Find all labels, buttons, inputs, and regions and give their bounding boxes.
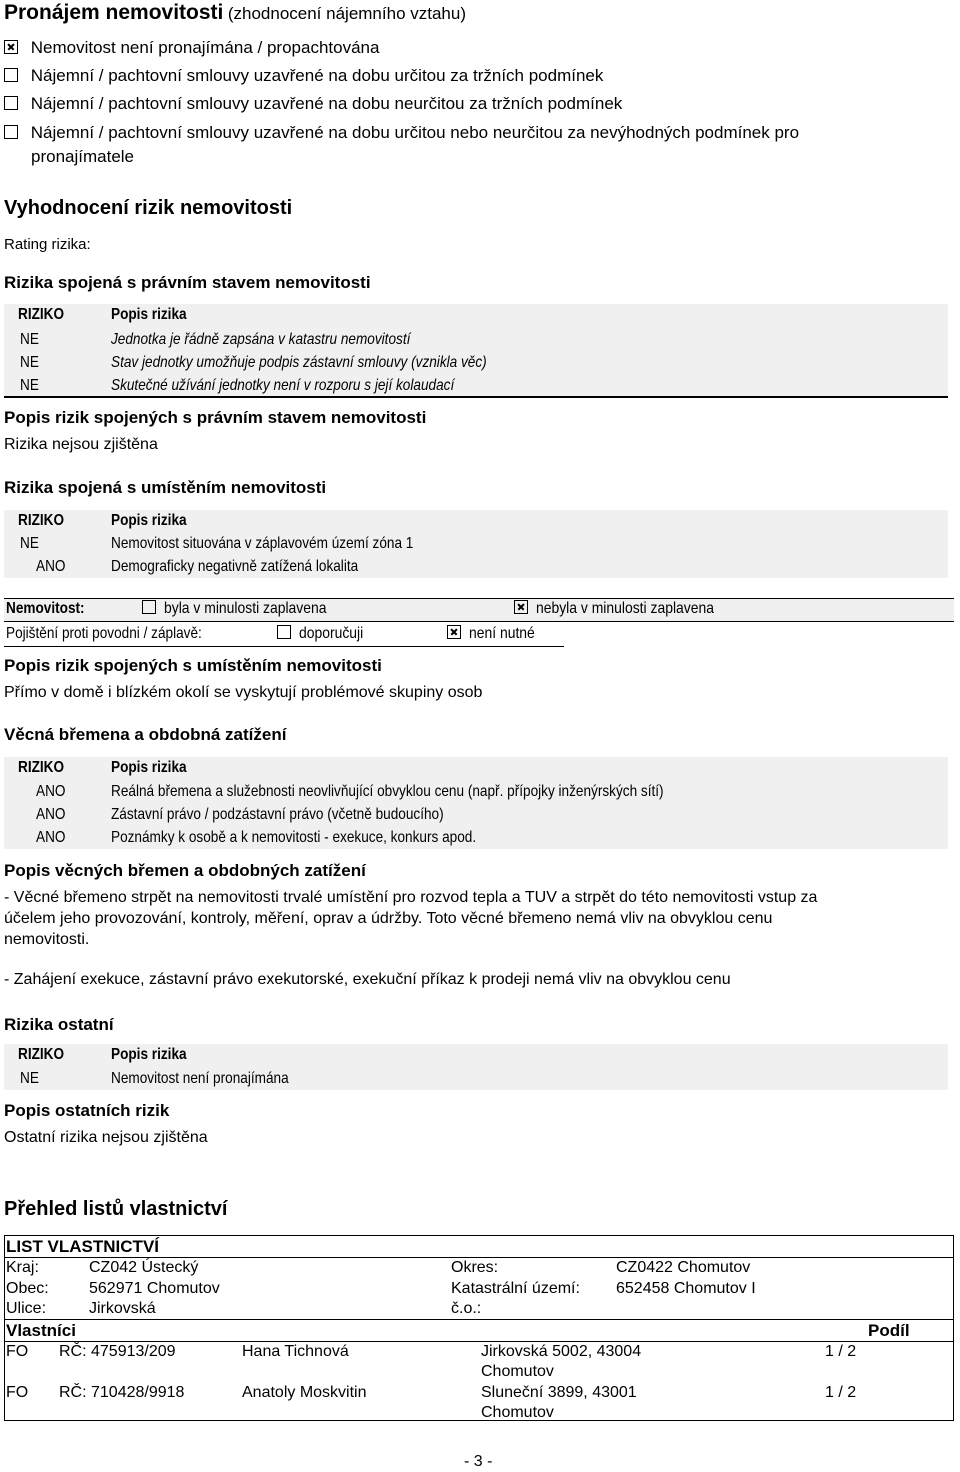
owner-address: Chomutov (481, 1404, 554, 1421)
flood-option-label: nebyla v minulosti zaplavena (536, 600, 715, 617)
rental-option[interactable] (4, 94, 622, 114)
insurance-option-label: doporučuji (299, 625, 364, 642)
risk-value: ANO (36, 806, 66, 823)
divider (4, 1341, 954, 1342)
risk-description: Skutečné užívání jednotky není v rozporu s její kolaudací (111, 377, 455, 394)
risk-value: NE (20, 1070, 39, 1087)
lv-box-title: LIST VLASTNICTVÍ (6, 1237, 159, 1256)
page-number: - 3 - (464, 1453, 493, 1470)
rating-label: Rating rizika: (4, 236, 91, 253)
rental-option-label: Nájemní / pachtovní smlouvy uzavřené na dobu určitou nebo neurčitou za nevýhodných podmínek pro (30, 123, 800, 142)
risk-value: NE (20, 354, 39, 371)
kraj-value: CZ042 Ústecký (89, 1259, 199, 1276)
owner-name: Hana Tichnová (242, 1343, 349, 1360)
okres-label: Okres: (451, 1259, 499, 1276)
rental-option[interactable] (4, 38, 379, 58)
share-label: Podíl (868, 1321, 910, 1340)
divider (4, 621, 954, 622)
owner-address: Jirkovská 5002, 43004 (481, 1343, 642, 1360)
risk-value: ANO (36, 829, 66, 846)
insurance-label: Pojištění proti povodni / záplavě: (6, 625, 202, 642)
risk-value: NE (20, 331, 39, 348)
divider (4, 1319, 954, 1320)
owner-share: 1 / 2 (825, 1384, 857, 1401)
other-heading: Rizika ostatní (4, 1015, 114, 1034)
other-desc-heading: Popis ostatních rizik (4, 1101, 170, 1120)
burdens-desc-heading: Popis věcných břemen a obdobných zatížení (4, 861, 366, 880)
checked-checkbox-icon[interactable] (4, 40, 18, 54)
evaluation-heading: Vyhodnocení rizik nemovitosti (4, 197, 293, 219)
flood-option-yes[interactable] (142, 600, 351, 618)
risk-description: Nemovitost situována v záplavovém území zóna 1 (111, 535, 414, 552)
risk-value: ANO (36, 783, 66, 800)
description-column-header: Popis rizika (111, 1046, 187, 1063)
obec-label: Obec: (6, 1280, 49, 1297)
owners-label: Vlastníci (6, 1321, 76, 1340)
risk-description: Stav jednotky umožňuje podpis zástavní smlouvy (vznikla věc) (111, 354, 487, 371)
description-column-header: Popis rizika (111, 759, 187, 776)
checked-checkbox-icon[interactable] (514, 600, 528, 614)
risk-value: NE (20, 377, 39, 394)
checkbox-icon[interactable] (277, 625, 291, 639)
legal-desc-text: Rizika nejsou zjištěna (4, 436, 158, 453)
insurance-option-label: není nutné (469, 625, 536, 642)
legal-heading: Rizika spojená s právním stavem nemovitosti (4, 273, 371, 292)
kraj-label: Kraj: (6, 1259, 39, 1276)
okres-value: CZ0422 Chomutov (616, 1259, 751, 1276)
owner-address: Sluneční 3899, 43001 (481, 1384, 637, 1401)
ulice-value: Jirkovská (89, 1300, 156, 1317)
burdens-heading: Věcná břemena a obdobná zatížení (4, 725, 287, 744)
checked-checkbox-icon[interactable] (447, 625, 461, 639)
owner-address: Chomutov (481, 1363, 554, 1380)
flood-option-no[interactable] (514, 600, 741, 618)
other-desc-text: Ostatní rizika nejsou zjištěna (4, 1129, 208, 1146)
rental-option-label-cont: pronajímatele (31, 147, 135, 166)
ulice-label: Ulice: (6, 1300, 47, 1317)
risk-description: Nemovitost není pronajímána (111, 1070, 289, 1087)
risk-value: ANO (36, 558, 66, 575)
description-column-header: Popis rizika (111, 512, 187, 529)
checkbox-icon[interactable] (142, 600, 156, 614)
insurance-option-recommend[interactable] (277, 625, 373, 643)
rental-option-label: Nájemní / pachtovní smlouvy uzavřené na dobu neurčitou za tržních podmínek (30, 94, 623, 113)
risk-description: Zástavní právo / podzástavní právo (včetně budoucího) (111, 806, 444, 823)
rental-option-label: Nemovitost není pronajímána / propachtována (30, 38, 380, 57)
burdens-desc-line: - Zahájení exekuce, zástavní právo exekutorské, exekuční příkaz k prodeji nemá vliv na obvyklou cenu (4, 971, 731, 988)
ku-label: Katastrální území: (451, 1280, 580, 1297)
obec-value: 562971 Chomutov (89, 1280, 220, 1297)
burdens-desc-line: účelem jeho provozování, kontroly, měření, oprav a údržby. Toto věcné břemeno nemá vliv na obvyklou cenu (4, 910, 773, 927)
legal-desc-heading: Popis rizik spojených s právním stavem nemovitosti (4, 408, 427, 427)
ku-value: 652458 Chomutov I (616, 1280, 756, 1297)
risk-description: Jednotka je řádně zapsána v katastru nemovitostí (111, 331, 411, 348)
risk-column-header: RIZIKO (18, 759, 65, 776)
owner-type: FO (6, 1384, 29, 1401)
risk-column-header: RIZIKO (18, 512, 65, 529)
risk-description: Poznámky k osobě a k nemovitosti - exekuce, konkurs apod. (111, 829, 477, 846)
title-main: Pronájem nemovitosti (4, 1, 224, 24)
risk-value: NE (20, 535, 39, 552)
owner-rc: RČ: 475913/209 (59, 1343, 176, 1360)
risk-column-header: RIZIKO (18, 306, 65, 323)
rental-option-label: Nájemní / pachtovní smlouvy uzavřené na dobu určitou za tržních podmínek (30, 66, 604, 85)
owner-share: 1 / 2 (825, 1343, 857, 1360)
divider (4, 396, 948, 398)
rental-option[interactable] (4, 123, 799, 143)
checkbox-icon[interactable] (4, 68, 18, 82)
title-sub: (zhodnocení nájemního vztahu) (227, 4, 466, 23)
insurance-option-not-needed[interactable] (447, 625, 545, 643)
page-title (4, 1, 466, 25)
lv-heading: Přehled listů vlastnictví (4, 1198, 228, 1220)
risk-description: Demograficky negativně zatížená lokalita (111, 558, 359, 575)
divider (4, 646, 564, 647)
description-column-header: Popis rizika (111, 306, 187, 323)
checkbox-icon[interactable] (4, 96, 18, 110)
owner-type: FO (6, 1343, 29, 1360)
burdens-desc-line: - Věcné břemeno strpět na nemovitosti trvalé umístění pro rozvod tepla a TUV a strpět do této nemovitosti vstup za (4, 889, 818, 906)
location-desc-text: Přímo v domě i blízkém okolí se vyskytují problémové skupiny osob (4, 684, 483, 701)
burdens-desc-line: nemovitosti. (4, 931, 90, 948)
risk-column-header: RIZIKO (18, 1046, 65, 1063)
flood-label: Nemovitost: (6, 600, 85, 617)
owner-rc: RČ: 710428/9918 (59, 1384, 185, 1401)
co-label: č.o.: (451, 1300, 482, 1317)
location-heading: Rizika spojená s umístěním nemovitosti (4, 478, 327, 497)
flood-option-label: byla v minulosti zaplavena (164, 600, 327, 617)
location-desc-heading: Popis rizik spojených s umístěním nemovitosti (4, 656, 382, 675)
owner-name: Anatoly Moskvitin (242, 1384, 367, 1401)
divider (4, 1257, 954, 1258)
risk-description: Reálná břemena a služebnosti neovlivňující obvyklou cenu (např. přípojky inženýrských sítí) (111, 783, 664, 800)
checkbox-icon[interactable] (4, 125, 18, 139)
rental-option[interactable] (4, 66, 603, 86)
